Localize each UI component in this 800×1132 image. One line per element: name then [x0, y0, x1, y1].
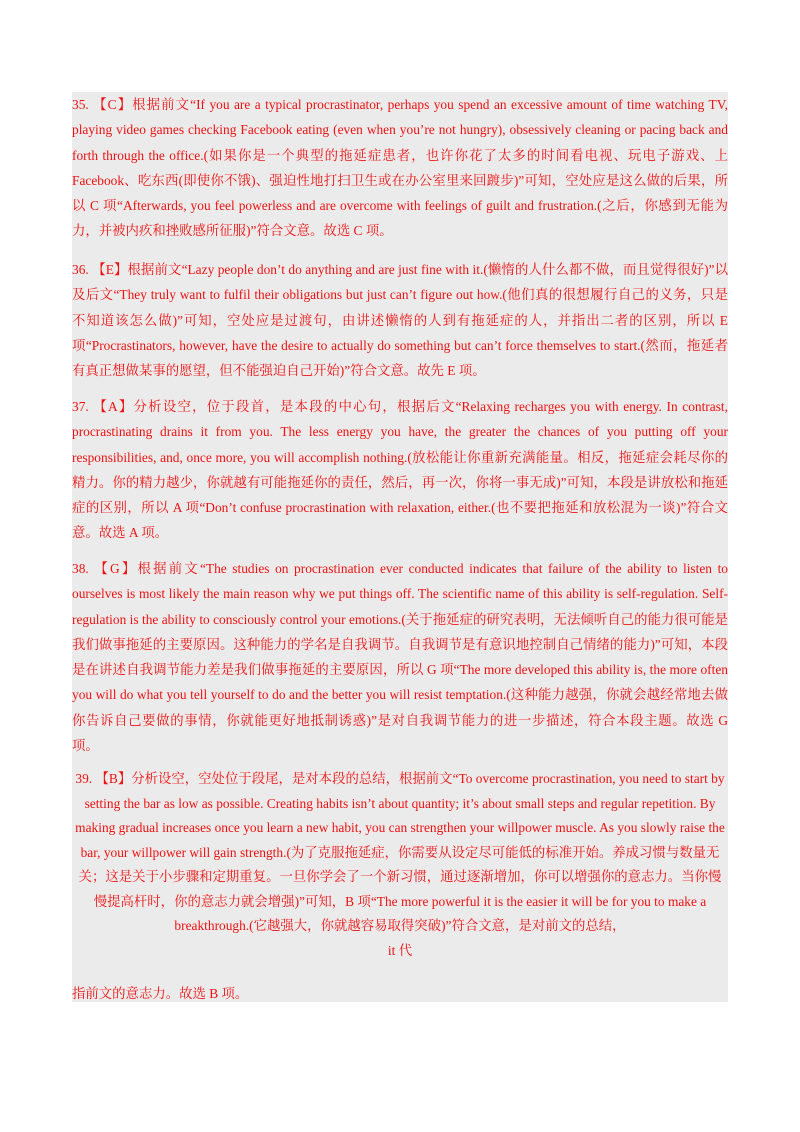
answer-35-paragraph: 35. 【C】根据前文“If you are a typical procrastinator, perhaps you spend an excessive amount of time watching TV, playing video games checking Facebook eating (even when you’re not hungry), obsessively cleaning or pacing back and forth through the office.(如果你是一个典型的拖延症患者，也许你花了太多的时间看电视、玩电子游戏、上 Facebook、吃东西(即使你不饿)、强迫性地打扫卫生或在办公室里来回踱步)”可知，空处应是这么做的后果，所以 C 项“Afterwards, you feel powerless and are overcome with feelings of guilt and frustration.(之后，你感到无能为力，并被内疚和挫败感所征服)”符合文意。故选 C 项。 [72, 97, 728, 239]
answer-37-paragraph: 37. 【A】分析设空，位于段首，是本段的中心句，根据后文“Relaxing recharges you with energy. In contrast, procrastinating drains it from you. The less energy you have, the greater the chances of you putting off your responsibilities, and, once more, you will accomplish nothing.(放松能让你重新充满能量。相反，拖延症会耗尽你的精力。你的精力越少，你就越有可能拖延你的责任，然后，再一次，你将一事无成)”可知，本段是讲放松和拖延症的区别，所以 A 项“Don’t confuse procrastination with relaxation, either.(也不要把拖延和放松混为一谈)”符合文意。故选 A 项。 [72, 399, 728, 541]
answer-39-paragraph [72, 767, 728, 963]
answer-39-last-line: 指前文的意志力。故选 B 项。 [72, 986, 249, 1001]
answer-39-body: 39. 【B】分析设空，空处位于段尾，是对本段的总结，根据前文“To overcome procrastination, you need to start by setting the bar as low as possible. Creating habits isn’t about quantity; it’s about small steps and regular repetition. By making gradual increases once you learn a new habit, you can strengthen your willpower muscle. As you slowly raise the bar, your willpower will gain strength.(为了克服拖延症，你需要从设定尽可能低的标准开始。养成习惯与数量无关；这是关于小步骤和定期重复。一旦你学会了一个新习惯，通过逐渐增加，你可以增强你的意志力。当你慢慢提高杆时，你的意志力就会增强)”可知，B 项“The more powerful it is the easier it will be for you to make a breakthrough.(它越强大，你就越容易取得突破)”符合文意，是对前文的总结， [75, 771, 725, 933]
answer-39-tail: it 代 [387, 942, 413, 958]
answer-36-paragraph: 36. 【E】根据前文“Lazy people don’t do anything and are just fine with it.(懒惰的人什么都不做，而且觉得很好)”以及后文“They truly want to fulfil their obligations but just can’t figure out how.(他们真的很想履行自己的义务，只是不知道该怎么做)”可知，空处应是过渡句，由讲述懒惰的人到有拖延症的人，并指出二者的区别，所以 E 项“Procrastinators, however, have the desire to actually do something but can’t force themselves to start.(然而，拖延者有真正想做某事的愿望，但不能强迫自己开始)”符合文意。故先 E 项。 [72, 262, 728, 379]
answer-38-paragraph: 38. 【G】根据前文“The studies on procrastination ever conducted indicates that failure of the ability to listen to ourselves is most likely the main reason why we put things off. The scientific name of this ability is self-regulation. Self-regulation is the ability to consciously control your emotions.(关于拖延症的研究表明，无法倾听自己的能力很可能是我们做事拖延的主要原因。这种能力的学名是自我调节。自我调节是有意识地控制自己情绪的能力)”可知，本段是在讲述自我调节能力差是我们做事拖延的主要原因，所以 G 项“The more developed this ability is, the more often you will do what you tell yourself to do and the better you will resist temptation.(这种能力越强，你就会越经常地去做你告诉自己要做的事情，你就能更好地抵制诱惑)”是对自我调节能力的进一步描述，符合本段主题。故选 G 项。 [72, 561, 728, 754]
